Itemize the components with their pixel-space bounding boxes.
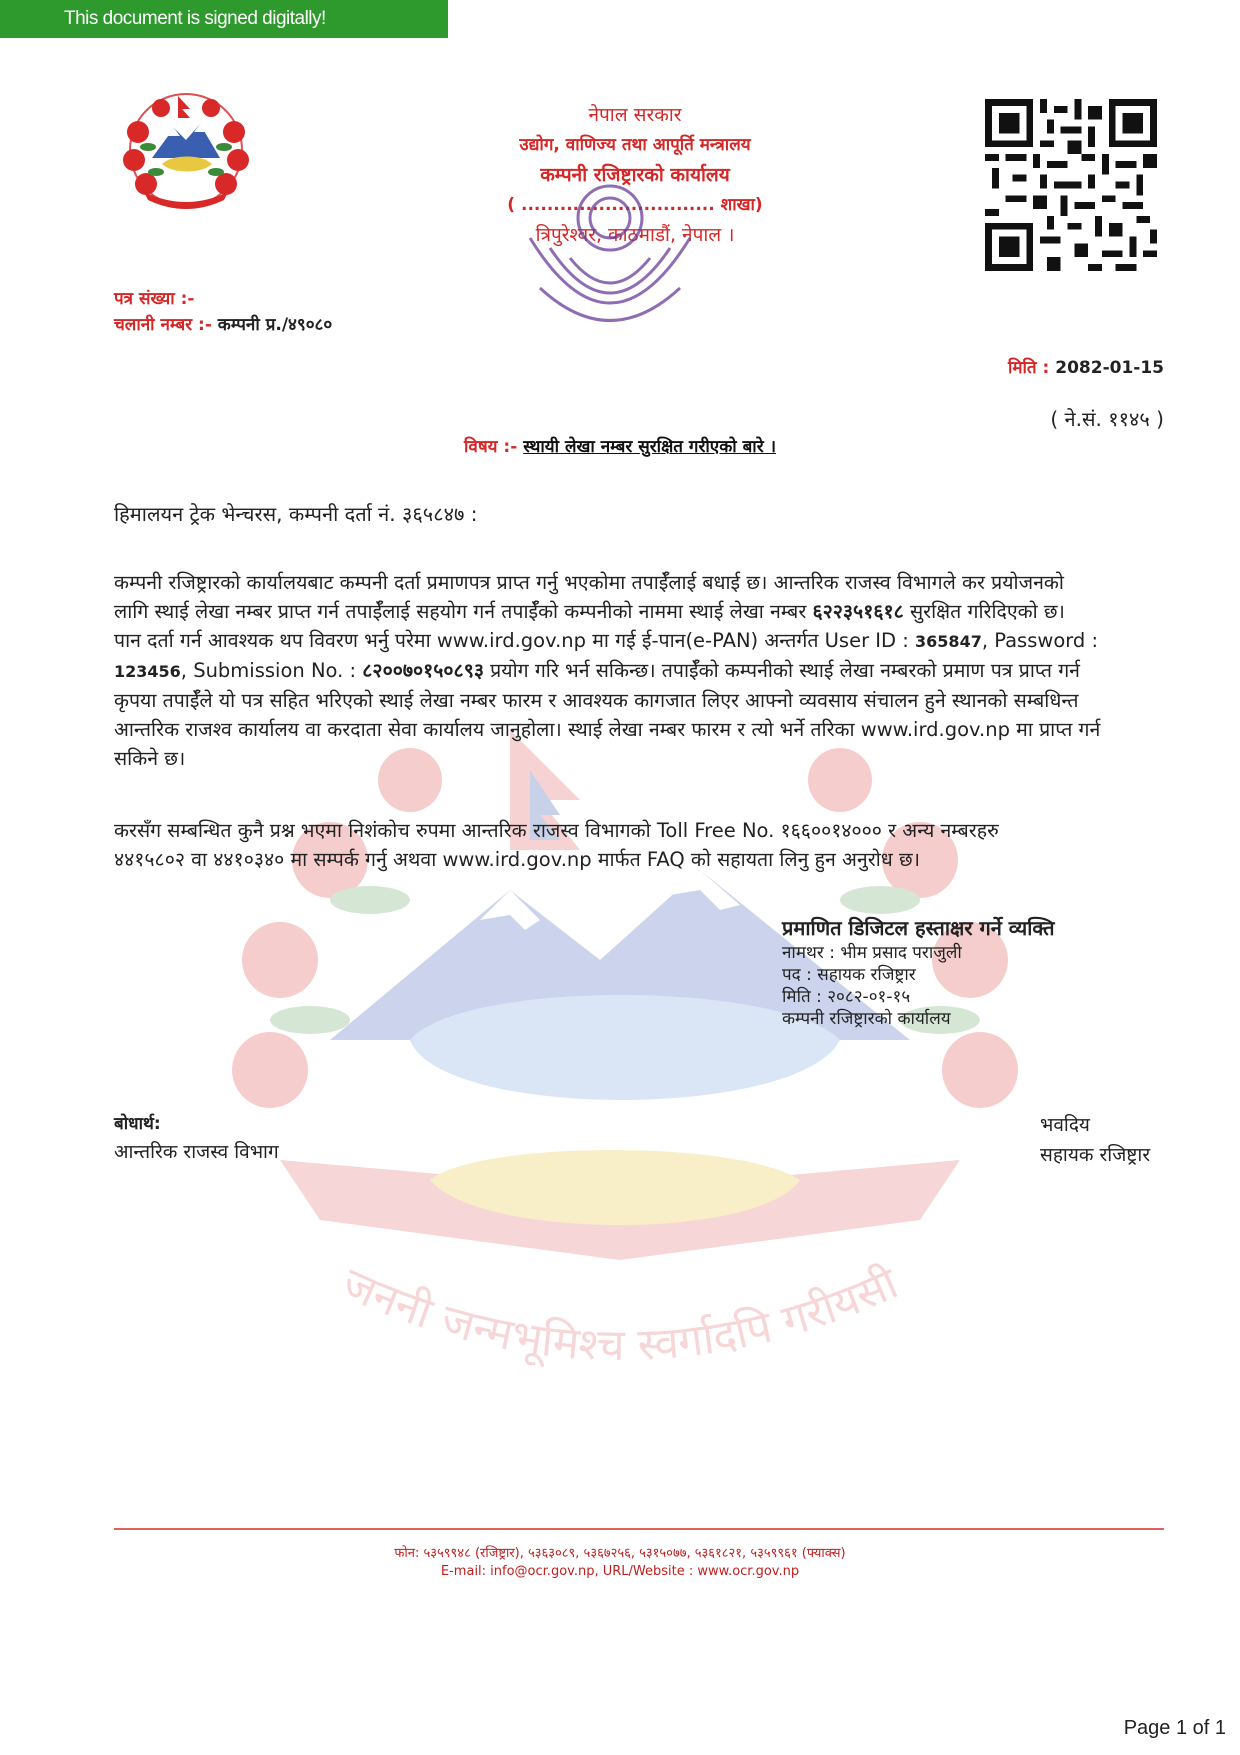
date-value: 2082-01-15 [1055, 358, 1164, 378]
signatory-post: पद : सहायक रजिष्ट्रार [782, 965, 916, 985]
svg-text:जननी जन्मभूमिश्च स्वर्गादपि गर [335, 1257, 907, 1371]
paragraph-line: कम्पनी रजिष्ट्रारको कार्यालयबाट कम्पनी दर्ता प्रमाणपत्र प्राप्त गर्नु भएकोमा तपाईँलाई बधाई छ। आन्तरिक राजस्व विभागले कर प्रयोजनको [114, 571, 1064, 594]
body-paragraph-2 [114, 816, 1164, 874]
paragraph-line: 123456, Submission No. : ८२००७०१५०८९३ प्रयोग गरि भर्न सकिन्छ। तपाईँको कम्पनीको स्थाई लेखा नम्बरको प्रमाण पत्र प्राप्त गर्न [114, 659, 1081, 682]
pan-number: ६२२३५१६१८ [812, 600, 904, 623]
closing-salutation: भवदिय [1040, 1114, 1090, 1136]
body-paragraph-1 [114, 568, 1164, 773]
submission-number: ८२००७०१५०८९३ [362, 659, 484, 682]
signatory-office: कम्पनी रजिष्ट्रारको कार्यालय [782, 1009, 951, 1029]
paragraph-line: करसँग सम्बन्धित कुनै प्रश्न भएमा निशंकोच रुपमा आन्तरिक राजस्व विभागको Toll Free No. १६६००१४००० र अन्य नम्बरहरु [114, 819, 999, 842]
office-name: कम्पनी रजिष्ट्रारको कार्यालय [540, 164, 730, 186]
footer-divider [114, 1528, 1164, 1530]
official-stamp-icon [510, 168, 710, 348]
digital-signature-block [782, 914, 1055, 1030]
password: 123456 [114, 662, 181, 681]
cc-block [114, 1110, 279, 1166]
digital-signature-banner: This document is signed digitally! [0, 0, 448, 38]
footer-email: E-mail: info@ocr.gov.np, URL/Website : www.ocr.gov.np [440, 1564, 800, 1579]
paragraph-line: ४४१५८०२ वा ४४१०३४० मा सम्पर्क गर्नु अथवा www.ird.gov.np मार्फत FAQ को सहायता लिनु हुन अनुरोध छ। [114, 848, 921, 871]
nepal-sambat-date: ( ने.सं. ११४५ ) [1050, 407, 1164, 431]
paragraph-line: आन्तरिक राजश्व कार्यालय वा करदाता सेवा कार्यालय जानुहोला। स्थाई लेखा नम्बर फारम र त्यो भर्ने तरिका www.ird.gov.np मा प्राप्त गर्न [114, 718, 1101, 741]
paragraph-line: सकिने छ। [114, 747, 186, 770]
office-address: त्रिपुरेश्वर, काठमाडौं, नेपाल । [535, 224, 735, 246]
signature-date: मिति : २०८२-०१-१५ [782, 987, 911, 1007]
government-name: नेपाल सरकार [588, 104, 682, 126]
cc-label: बोधार्थ: [114, 1114, 161, 1134]
addressee: हिमालयन ट्रेक भेन्चरस, कम्पनी दर्ता नं. ३६५८४७ : [114, 502, 478, 526]
dispatch-number-label: चलानी नम्बर :- [114, 315, 212, 335]
dispatch-number-value: कम्पनी प्र./४९०८० [217, 315, 333, 335]
date-label: मिति : [1007, 358, 1050, 378]
cc-recipient: आन्तरिक राजस्व विभाग [114, 1141, 279, 1163]
qr-code-icon [985, 99, 1157, 271]
letter-number-label: पत्र संख्या :- [114, 289, 195, 309]
closing-designation: सहायक रजिष्ट्रार [1040, 1144, 1151, 1166]
nepal-emblem-icon [116, 92, 256, 214]
subject-label: विषय :- [463, 437, 518, 457]
page-number: Page 1 of 1 [1123, 1717, 1226, 1739]
branch-name: ( .............................. शाखा) [507, 195, 763, 215]
paragraph-line: पान दर्ता गर्न आवश्यक थप विवरण भर्नु परेमा www.ird.gov.np मा गई ई-पान(e-PAN) अन्तर्गत User ID : 365847, Password : [114, 629, 1099, 652]
footer-phone: फोन: ५३५९९४८ (रजिष्ट्रार), ५३६३०८९, ५३६७२५६, ५३१५०७७, ५३६१८२१, ५३५९९६१ (फ्याक्स) [394, 1546, 846, 1561]
user-id: 365847 [915, 632, 982, 651]
signature-title: प्रमाणित डिजिटल हस्ताक्षर गर्ने व्यक्ति [782, 916, 1055, 940]
dispatch-number [114, 312, 332, 335]
letter-date [1008, 355, 1164, 378]
watermark-motto: जननी जन्मभूमिश्च स्वर्गादपि गरीयसी [334, 1257, 906, 1372]
subject-text: स्थायी लेखा नम्बर सुरक्षित गरीएको बारे । [523, 437, 777, 457]
closing-block [1040, 1110, 1150, 1170]
signatory-name: नामथर : भीम प्रसाद पराजुली [782, 943, 962, 963]
ministry-name: उद्योग, वाणिज्य तथा आपूर्ति मन्त्रालय [519, 135, 751, 155]
footer [0, 1545, 1240, 1581]
subject-line [0, 434, 1240, 457]
paragraph-line: लागि स्थाई लेखा नम्बर प्राप्त गर्न तपाईँलाई सहयोग गर्न तपाईँको कम्पनीको नाममा स्थाई लेखा नम्बर ६२२३५१६१८ सुरक्षित गरिदिएको छ। [114, 600, 1065, 623]
paragraph-line: कृपया तपाईँले यो पत्र सहित भरिएको स्थाई लेखा नम्बर फारम र आवश्यक कागजात लिएर आफ्नो व्यवसाय संचालन हुने स्थानको सम्बधिन्त [114, 689, 1079, 712]
letter-number [114, 286, 194, 309]
